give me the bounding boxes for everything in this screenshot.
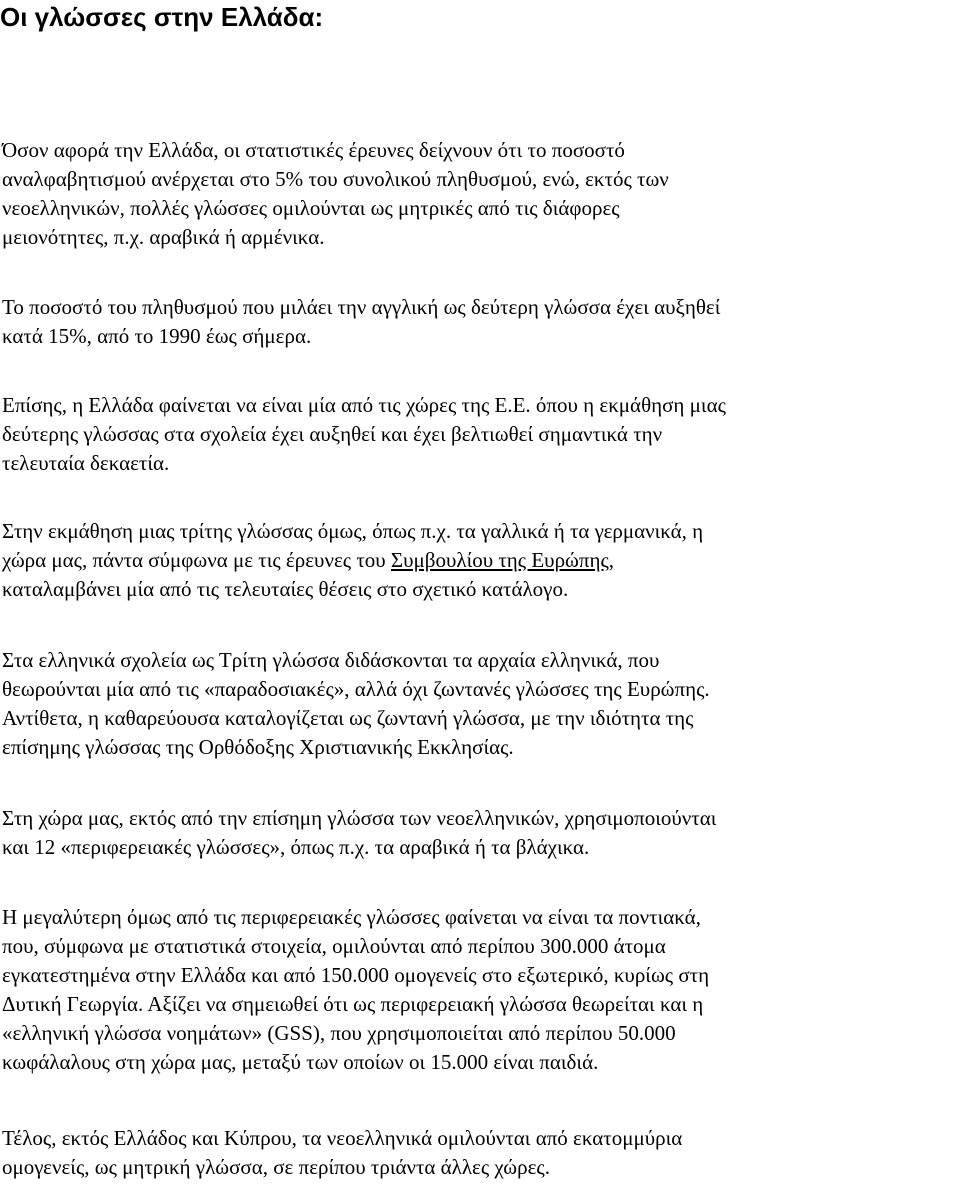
- paragraph-literacy-statistics: [2, 136, 669, 252]
- text-line: Όσον αφορά την Ελλάδα, οι στατιστικές έρευνες δείχνουν ότι το ποσοστό: [2, 138, 625, 162]
- paragraph-pontic-and-sign-language: [2, 903, 709, 1077]
- text-line: ομογενείς, ως μητρική γλώσσα, σε περίπου τριάντα άλλες χώρες.: [2, 1155, 550, 1179]
- paragraph-ancient-greek: [2, 646, 710, 762]
- text-line: που, σύμφωνα με στατιστικά στοιχεία, ομιλούνται από περίπου 300.000 άτομα: [2, 934, 666, 958]
- text-line: νεοελληνικών, πολλές γλώσσες ομιλούνται ως μητρικές από τις διάφορες: [2, 196, 620, 220]
- text-segment: χώρα μας, πάντα σύμφωνα με τις έρευνες του: [2, 548, 391, 572]
- text-line: καταλαμβάνει μία από τις τελευταίες θέσεις στο σχετικό κατάλογο.: [2, 577, 569, 601]
- paragraph-english-second-language: [2, 293, 720, 351]
- paragraph-second-language-schools: [2, 391, 726, 478]
- paragraph-diaspora: [2, 1124, 682, 1182]
- text-line: Στα ελληνικά σχολεία ως Τρίτη γλώσσα διδάσκονται τα αρχαία ελληνικά, που: [2, 648, 660, 672]
- paragraph-regional-languages: [2, 804, 716, 862]
- paragraph-third-language: [2, 517, 703, 604]
- text-line: τελευταία δεκαετία.: [2, 451, 170, 475]
- text-line: επίσημης γλώσσας της Ορθόδοξης Χριστιανικής Εκκλησίας.: [2, 735, 514, 759]
- document-title: Οι γλώσσες στην Ελλάδα:: [0, 2, 324, 32]
- text-line: κωφάλαλους στη χώρα μας, μεταξύ των οποίων οι 15.000 είναι παιδιά.: [2, 1050, 599, 1074]
- text-line: αναλφαβητισμού ανέρχεται στο 5% του συνολικού πληθυσμού, ενώ, εκτός των: [2, 167, 669, 191]
- text-line: Στην εκμάθηση μιας τρίτης γλώσσας όμως, όπως π.χ. τα γαλλικά ή τα γερμανικά, η: [2, 519, 704, 543]
- text-line: [2, 546, 703, 575]
- text-segment: ,: [608, 548, 615, 572]
- text-line: Το ποσοστό του πληθυσμού που μιλάει την αγγλική ως δεύτερη γλώσσα έχει αυξηθεί: [2, 295, 721, 319]
- text-line: Δυτική Γεωργία. Αξίζει να σημειωθεί ότι ως περιφερειακή γλώσσα θεωρείται και η: [2, 992, 704, 1016]
- text-line: Η μεγαλύτερη όμως από τις περιφερειακές γλώσσες φαίνεται να είναι τα ποντιακά,: [2, 905, 701, 929]
- text-line: και 12 «περιφερειακές γλώσσες», όπως π.χ. τα αραβικά ή τα βλάχικα.: [2, 835, 590, 859]
- council-of-europe-link[interactable]: Συμβουλίου της Ευρώπης: [390, 548, 609, 572]
- text-line: Επίσης, η Ελλάδα φαίνεται να είναι μία από τις χώρες της Ε.Ε. όπου η εκμάθηση μιας: [2, 393, 726, 417]
- text-line: κατά 15%, από το 1990 έως σήμερα.: [2, 324, 312, 348]
- text-line: Τέλος, εκτός Ελλάδος και Κύπρου, τα νεοελληνικά ομιλούνται από εκατομμύρια: [2, 1126, 683, 1150]
- text-line: εγκατεστημένα στην Ελλάδα και από 150.000 ομογενείς στο εξωτερικό, κυρίως στη: [2, 963, 710, 987]
- text-line: θεωρούνται μία από τις «παραδοσιακές», αλλά όχι ζωντανές γλώσσες της Ευρώπης.: [2, 677, 710, 701]
- text-line: «ελληνική γλώσσα νοημάτων» (GSS), που χρησιμοποιείται από περίπου 50.000: [2, 1021, 676, 1045]
- text-line: δεύτερης γλώσσας στα σχολεία έχει αυξηθεί και έχει βελτιωθεί σημαντικά την: [2, 422, 663, 446]
- text-line: Στη χώρα μας, εκτός από την επίσημη γλώσσα των νεοελληνικών, χρησιμοποιούνται: [2, 806, 717, 830]
- text-line: μειονότητες, π.χ. αραβικά ή αρμένικα.: [2, 225, 325, 249]
- text-line: Αντίθετα, η καθαρεύουσα καταλογίζεται ως ζωντανή γλώσσα, με την ιδιότητα της: [2, 706, 694, 730]
